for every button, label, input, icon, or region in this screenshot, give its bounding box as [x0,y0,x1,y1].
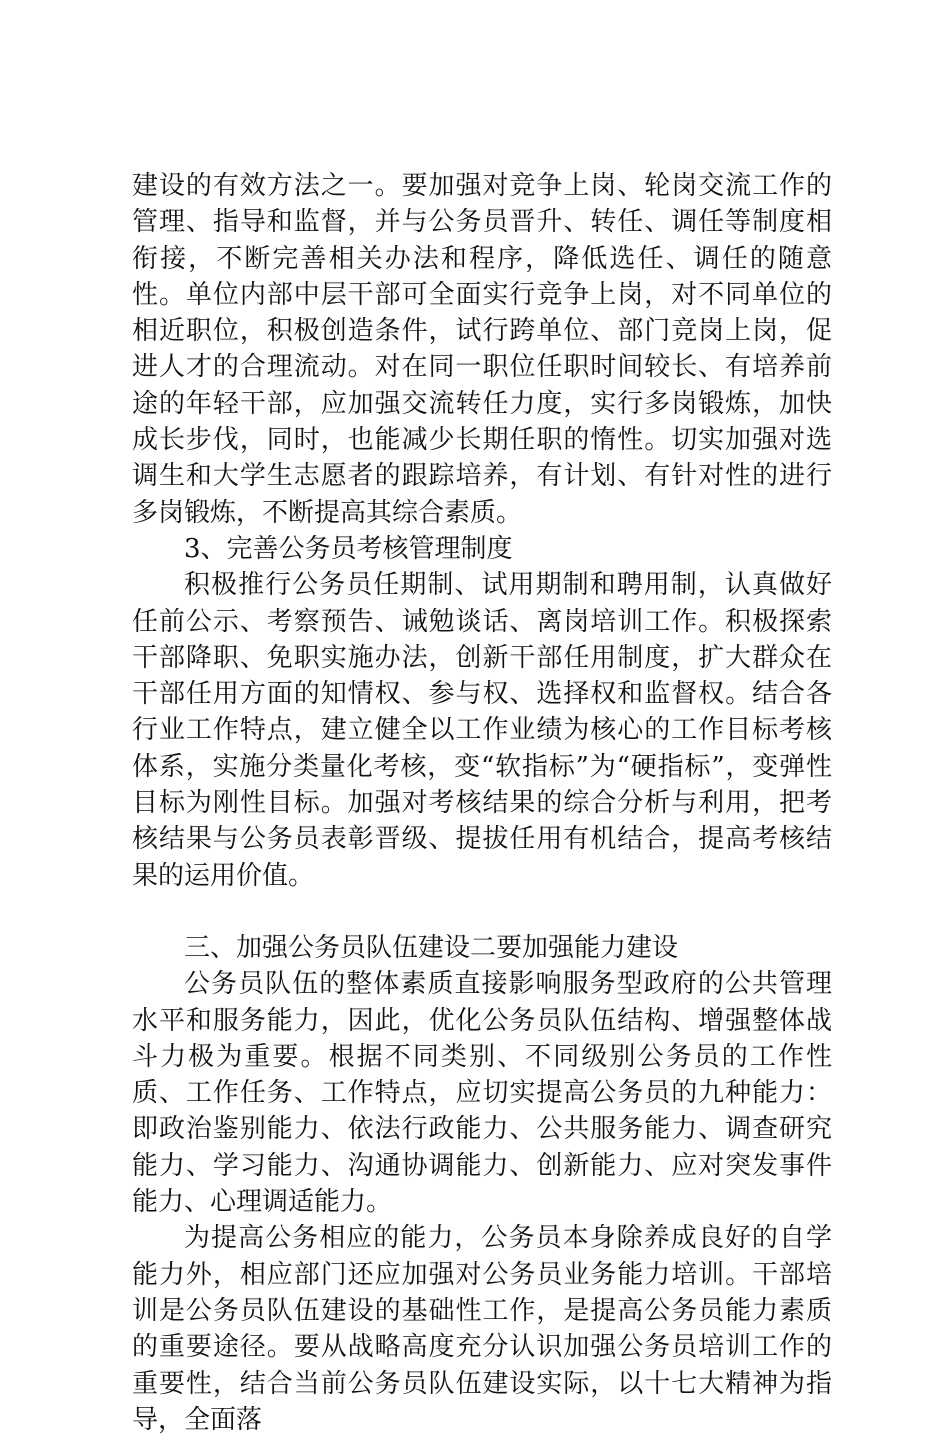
section-heading: 3、完善公务员考核管理制度 [184,533,513,564]
document-body [132,168,832,1438]
body-paragraph: 公务员队伍的整体素质直接影响服务型政府的公共管理水平和服务能力，因此，优化公务员队伍结构、增强整体战斗力极为重要。根据不同类别、不同级别公务员的工作性质、工作任务、工作特点，应切实提高公务员的九种能力：即政治鉴别能力、依法行政能力、公共服务能力、调查研究能力、学习能力、沟通协调能力、创新能力、应对突发事件能力、心理调适能力。 [132,969,832,1218]
section-heading: 三、加强公务员队伍建设二要加强能力建设 [184,932,679,963]
body-paragraph: 为提高公务相应的能力，公务员本身除养成良好的自学能力外，相应部门还应加强对公务员业务能力培训。干部培训是公务员队伍建设的基础性工作，是提高公务员能力素质的重要途径。要从战略高度充分认识加强公务员培训工作的重要性，结合当前公务员队伍建设实际，以十七大精神为指导，全面落 [132,1223,832,1435]
body-paragraph: 建设的有效方法之一。要加强对竞争上岗、轮岗交流工作的管理、指导和监督，并与公务员晋升、转任、调任等制度相衔接，不断完善相关办法和程序，降低选任、调任的随意性。单位内部中层干部可全面实行竞争上岗，对不同单位的相近职位，积极创造条件，试行跨单位、部门竞岗上岗，促进人才的合理流动。对在同一职位任职时间较长、有培养前途的年轻干部，应加强交流转任力度，实行多岗锻炼，加快成长步伐，同时，也能减少长期任职的惰性。切实加强对选调生和大学生志愿者的跟踪培养，有计划、有针对性的进行多岗锻炼，不断提高其综合素质。 [132,171,832,528]
paragraph-spacer [132,894,832,930]
body-paragraph: 积极推行公务员任期制、试用期制和聘用制，认真做好任前公示、考察预告、诫勉谈话、离岗培训工作。积极探索干部降职、免职实施办法，创新干部任用制度，扩大群众在干部任用方面的知情权、参与权、选择权和监督权。结合各行业工作特点，建立健全以工作业绩为核心的工作目标考核体系，实施分类量化考核，变“软指标”为“硬指标”，变弹性目标为刚性目标。加强对考核结果的综合分析与利用，把考核结果与公务员表彰晋级、提拔任用有机结合，提高考核结果的运用价值。 [132,570,832,891]
